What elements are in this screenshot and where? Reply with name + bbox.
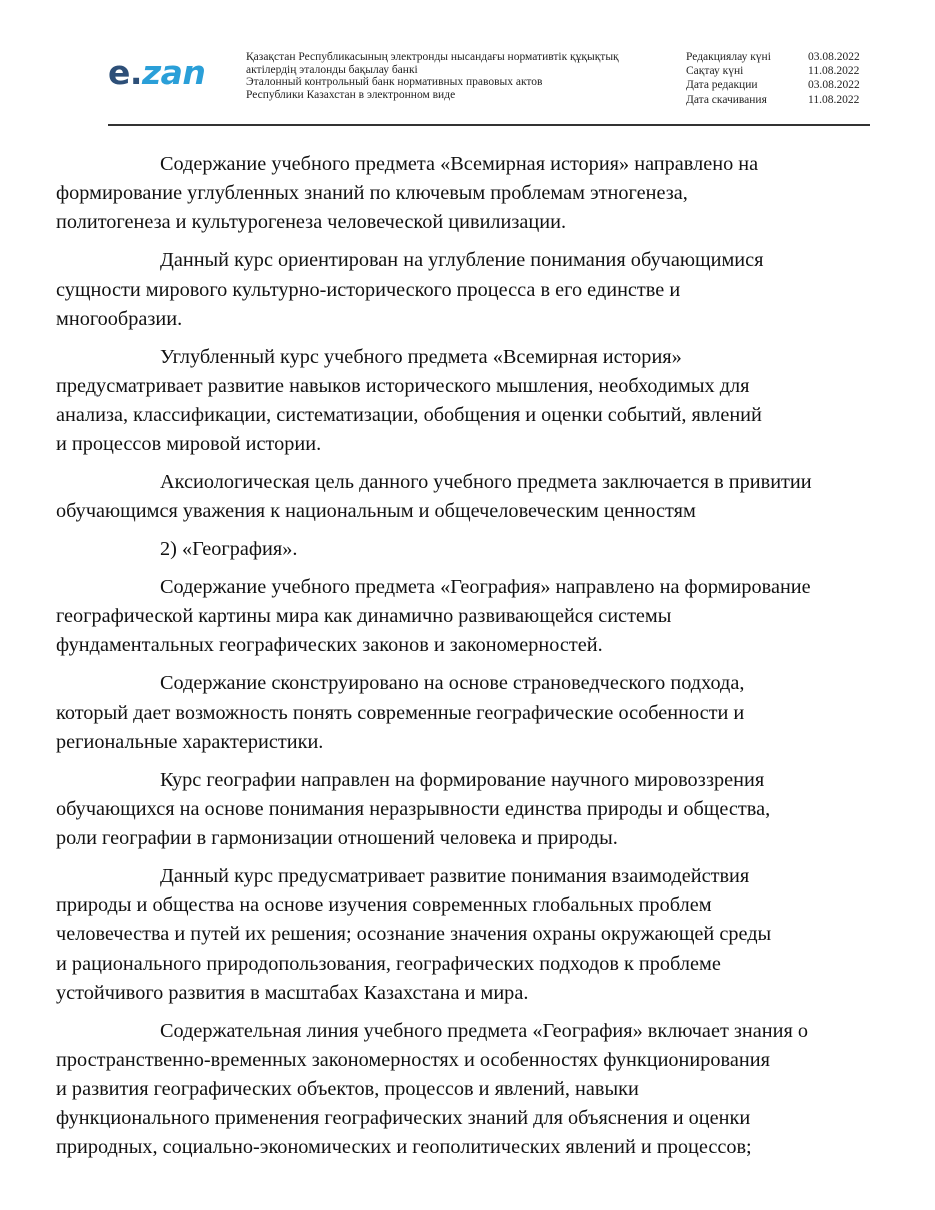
body-paragraph <box>56 1017 870 1163</box>
meta-label: Редакциялау күні <box>686 51 771 63</box>
document-body <box>56 150 870 1171</box>
paragraph-line: обучающихся на основе понимания неразрывности единства природы и общества, <box>56 797 771 820</box>
paragraph-line: формирование углубленных знаний по ключевым проблемам этногенеза, <box>56 182 688 205</box>
meta-row-save-date-kz <box>686 64 870 78</box>
meta-value: 03.08.2022 <box>808 79 860 92</box>
paragraph-line: Содержание учебного предмета «География» направлено на формирование <box>160 576 811 599</box>
paragraph-line: анализа, классификации, систематизации, обобщения и оценки событий, явлений <box>56 404 762 426</box>
bank-description-line: Республики Казахстан в электронном виде <box>246 88 456 101</box>
paragraph-line: фундаментальных географических законов и закономерностей. <box>56 634 603 657</box>
paragraph-line: и развития географических объектов, процессов и явлений, навыки <box>56 1078 639 1101</box>
meta-value: 11.08.2022 <box>808 93 860 106</box>
paragraph-line: Курс географии направлен на формирование научного мировоззрения <box>160 768 765 791</box>
paragraph-line: роли географии в гармонизации отношений человека и природы. <box>56 827 618 850</box>
paragraph-line: Аксиологическая цель данного учебного предмета заключается в привитии <box>160 471 812 494</box>
paragraph-line: который дает возможность понять современные географические особенности и <box>56 701 745 724</box>
paragraph-line: Данный курс ориентирован на углубление понимания обучающимися <box>160 249 764 272</box>
body-paragraph <box>56 150 870 238</box>
paragraph-line: природы и общества на основе изучения современных глобальных проблем <box>56 894 712 917</box>
body-paragraph <box>56 766 870 854</box>
meta-label: Дата редакции <box>686 79 758 92</box>
bank-description <box>246 51 666 101</box>
body-paragraph <box>56 573 870 661</box>
logo-zan: zan <box>141 53 206 92</box>
paragraph-line: человечества и путей их решения; осознание значения охраны окружающей среды <box>56 923 772 946</box>
paragraph-line: Содержание сконструировано на основе страноведческого подхода, <box>160 672 745 695</box>
logo-dot: . <box>129 53 142 92</box>
paragraph-line: Данный курс предусматривает развитие понимания взаимодействия <box>160 864 750 887</box>
paragraph-line: устойчивого развития в масштабах Казахстана и мира. <box>56 981 529 1004</box>
meta-label: Дата скачивания <box>686 93 767 106</box>
meta-value: 03.08.2022 <box>808 51 860 63</box>
paragraph-line: пространственно-временных закономерностях и особенностях функционирования <box>56 1048 770 1071</box>
paragraph-line: природных, социально-экономических и геополитических явлений и процессов; <box>56 1136 752 1159</box>
paragraph-line: 2) «География». <box>160 538 298 561</box>
header-divider <box>108 124 870 126</box>
body-paragraph <box>56 343 870 460</box>
paragraph-line: функционального применения географических знаний для объяснения и оценки <box>56 1107 751 1130</box>
meta-row-download-date-ru <box>686 93 870 107</box>
paragraph-line: сущности мирового культурно-исторического процесса в его единстве и <box>56 278 681 301</box>
document-dates <box>686 50 870 107</box>
paragraph-line: Содержание учебного предмета «Всемирная история» направлено на <box>160 153 759 175</box>
bank-description-line: Қазақстан Республикасының электронды нысандағы нормативтік құқықтық <box>246 51 619 63</box>
paragraph-line: обучающимся уважения к национальным и общечеловеческим ценностям <box>56 500 696 523</box>
body-paragraph <box>56 862 870 1008</box>
paragraph-line: политогенеза и культурогенеза человеческой цивилизации. <box>56 211 567 234</box>
ezan-logo[interactable] <box>108 53 206 92</box>
logo-e: e <box>108 53 130 92</box>
page-header <box>108 48 870 126</box>
paragraph-line: региональные характеристики. <box>56 730 324 753</box>
paragraph-line: Углубленный курс учебного предмета «Всемирная история» <box>160 345 682 368</box>
bank-description-line: Эталонный контрольный банк нормативных правовых актов <box>246 76 543 89</box>
meta-row-edit-date-kz <box>686 50 870 64</box>
paragraph-line: многообразии. <box>56 307 183 330</box>
meta-row-edit-date-ru <box>686 78 870 92</box>
body-paragraph <box>56 246 870 334</box>
paragraph-line: предусматривает развитие навыков исторического мышления, необходимых для <box>56 374 750 397</box>
body-paragraph <box>56 669 870 757</box>
bank-description-line: актілердің эталонды бақылау банкі <box>246 63 418 76</box>
paragraph-line: географической картины мира как динамично развивающейся системы <box>56 605 672 628</box>
paragraph-line: и процессов мировой истории. <box>56 433 322 456</box>
paragraph-line: и рационального природопользования, географических подходов к проблеме <box>56 952 721 975</box>
meta-value: 11.08.2022 <box>808 65 860 78</box>
body-paragraph <box>108 535 870 564</box>
meta-label: Сақтау күні <box>686 65 744 78</box>
body-paragraph <box>56 468 870 526</box>
paragraph-line: Содержательная линия учебного предмета «География» включает знания о <box>160 1019 808 1042</box>
